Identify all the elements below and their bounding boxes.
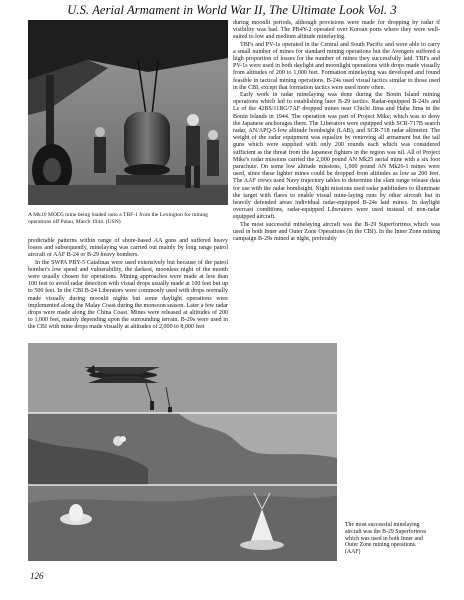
left-paragraph: In the SWPA PBY-5 Catalinas were used extensively but because of the patrol bomber's low speed and vulnerability, the darkest, moonless night of the month were usually chosen for operations. Mining approaches were made at less than 100 feet to avoid radar detection with visual drops usually made at 100 feet but up to 500 feet. In the CBI B-24 Liberators were commonly used with drops normally made visually during moonlit nights but some daylight operations were implemented along the Malay Coast during the monsoon season. Later a few radar drops were made along the China Coast. Mines were released at altitudes of 200 to 1,000 feet, mainly depending upon the surrounding terrain. B-29s were used in the CBI with mine drops made visually at altitudes of 2,000 to 8,000 feet — [28, 259, 228, 331]
page-number: 126 — [30, 571, 44, 581]
b29-mine-drop-photo — [28, 343, 337, 561]
running-header: U.S. Aerial Armament in World War II, The Ultimate Look Vol. 3 — [67, 3, 397, 17]
right-paragraph: Early work in radar minelaying was done during the Bonin Island mining operations which led to establishing later B-29 tactics. Radar-equipped B-24Js and Ls of the 42BS/11BG/7AF dropped mines near Chichi Jima and Haha Jima in the Bonin Islands in 1944. The operation was part of Project Mike; which was to deny the Japanese anchorages there. The Liberators were equipped with SCR-717B search radar, AN/APQ-5 low altitude bombsight (LAB), and SCR-718 radar altimeter. The weight of the radar equipment was equalize by removing all armament but the tail guns which were supplied with only 200 rounds each which was considered sufficient as the threat from the Japanese fighters in the region was nil. All of Project Mike's radar missions carried the 2,000 pound AN Mk25 aerial mine with a six foot parachute. On some low altitude missions, 1,000 pound AN Mk26-1 mines were used, since these lighter mines could be dropped from altitudes as low as 200 feet. The AAF crews used Navy trajectory tables to determine the slant range release data for use with the radar bombsight. Night missions used radar pathfinders to illuminate the target with flares to enable visual mine-laying runs by other aircraft but in heavily defended areas individual radar-equipped B-24s laid mines. In daylight overcast conditions, radar-equipped Liberators were used instead of non-radar equipped aircraft. — [233, 92, 440, 221]
mine-loading-photo-image — [28, 20, 228, 205]
right-paragraph: during moonlit periods, although provisions were made for dropping by radar if visibility was bad. The PB4Y-2 operated over Korean ports where they were well-suited to low and medium altitude minelaying. — [233, 20, 440, 41]
b29-mine-drop-photo-image — [28, 343, 337, 561]
top-photo-caption: A Mk10 MOD5 mine being loaded onto a TBF-1 from the Lexington for mining operations off Palau, March 1944. (USN) — [28, 212, 208, 225]
bottom-caption-line: which was used in both Inner and — [345, 535, 423, 542]
right-paragraph: TBFs and PV-1s operated in the Central and South Pacific and were able to carry a small number of mines for standard mining operations but the Avengers suffered a high proportion of losses for the number of mines they successfully laid. TBFs and PV-1s were used in both daylight and moonlight operations with drops made visually from altitudes of 200 to 1,000 feet. Formation minelaying was developed and found feasible in tactical mining operations. B-24s used visual tactics similar to those used in the CBI, except that formation tactics were used more often. — [233, 41, 440, 91]
mine-loading-photo — [28, 20, 228, 205]
left-text-column — [28, 238, 228, 332]
bottom-caption-line: aircraft was the B-29 Superfortress — [345, 528, 427, 535]
bottom-photo-caption — [345, 522, 445, 556]
bottom-caption-line: Outer Zone mining operations. — [345, 542, 417, 549]
left-paragraph: predictable patterns within range of shore-based AA guns and suffered heavy losses and subsequently, minelaying was carried out mainly by long range patrol aircraft or AAF B-24 or B-29 heavy bombers. — [28, 238, 228, 259]
right-text-column — [233, 20, 440, 243]
bottom-caption-line: (AAF) — [345, 549, 361, 556]
bottom-caption-line: The most successful minelaying — [345, 522, 420, 528]
right-paragraph: The most successful minelaying aircraft was the B-29 Superfortress which was used in both Inner and Outer Zone Operations (in the CBI). In the Inner Zone mining campaign B-29s mined at night, preferably — [233, 221, 440, 243]
